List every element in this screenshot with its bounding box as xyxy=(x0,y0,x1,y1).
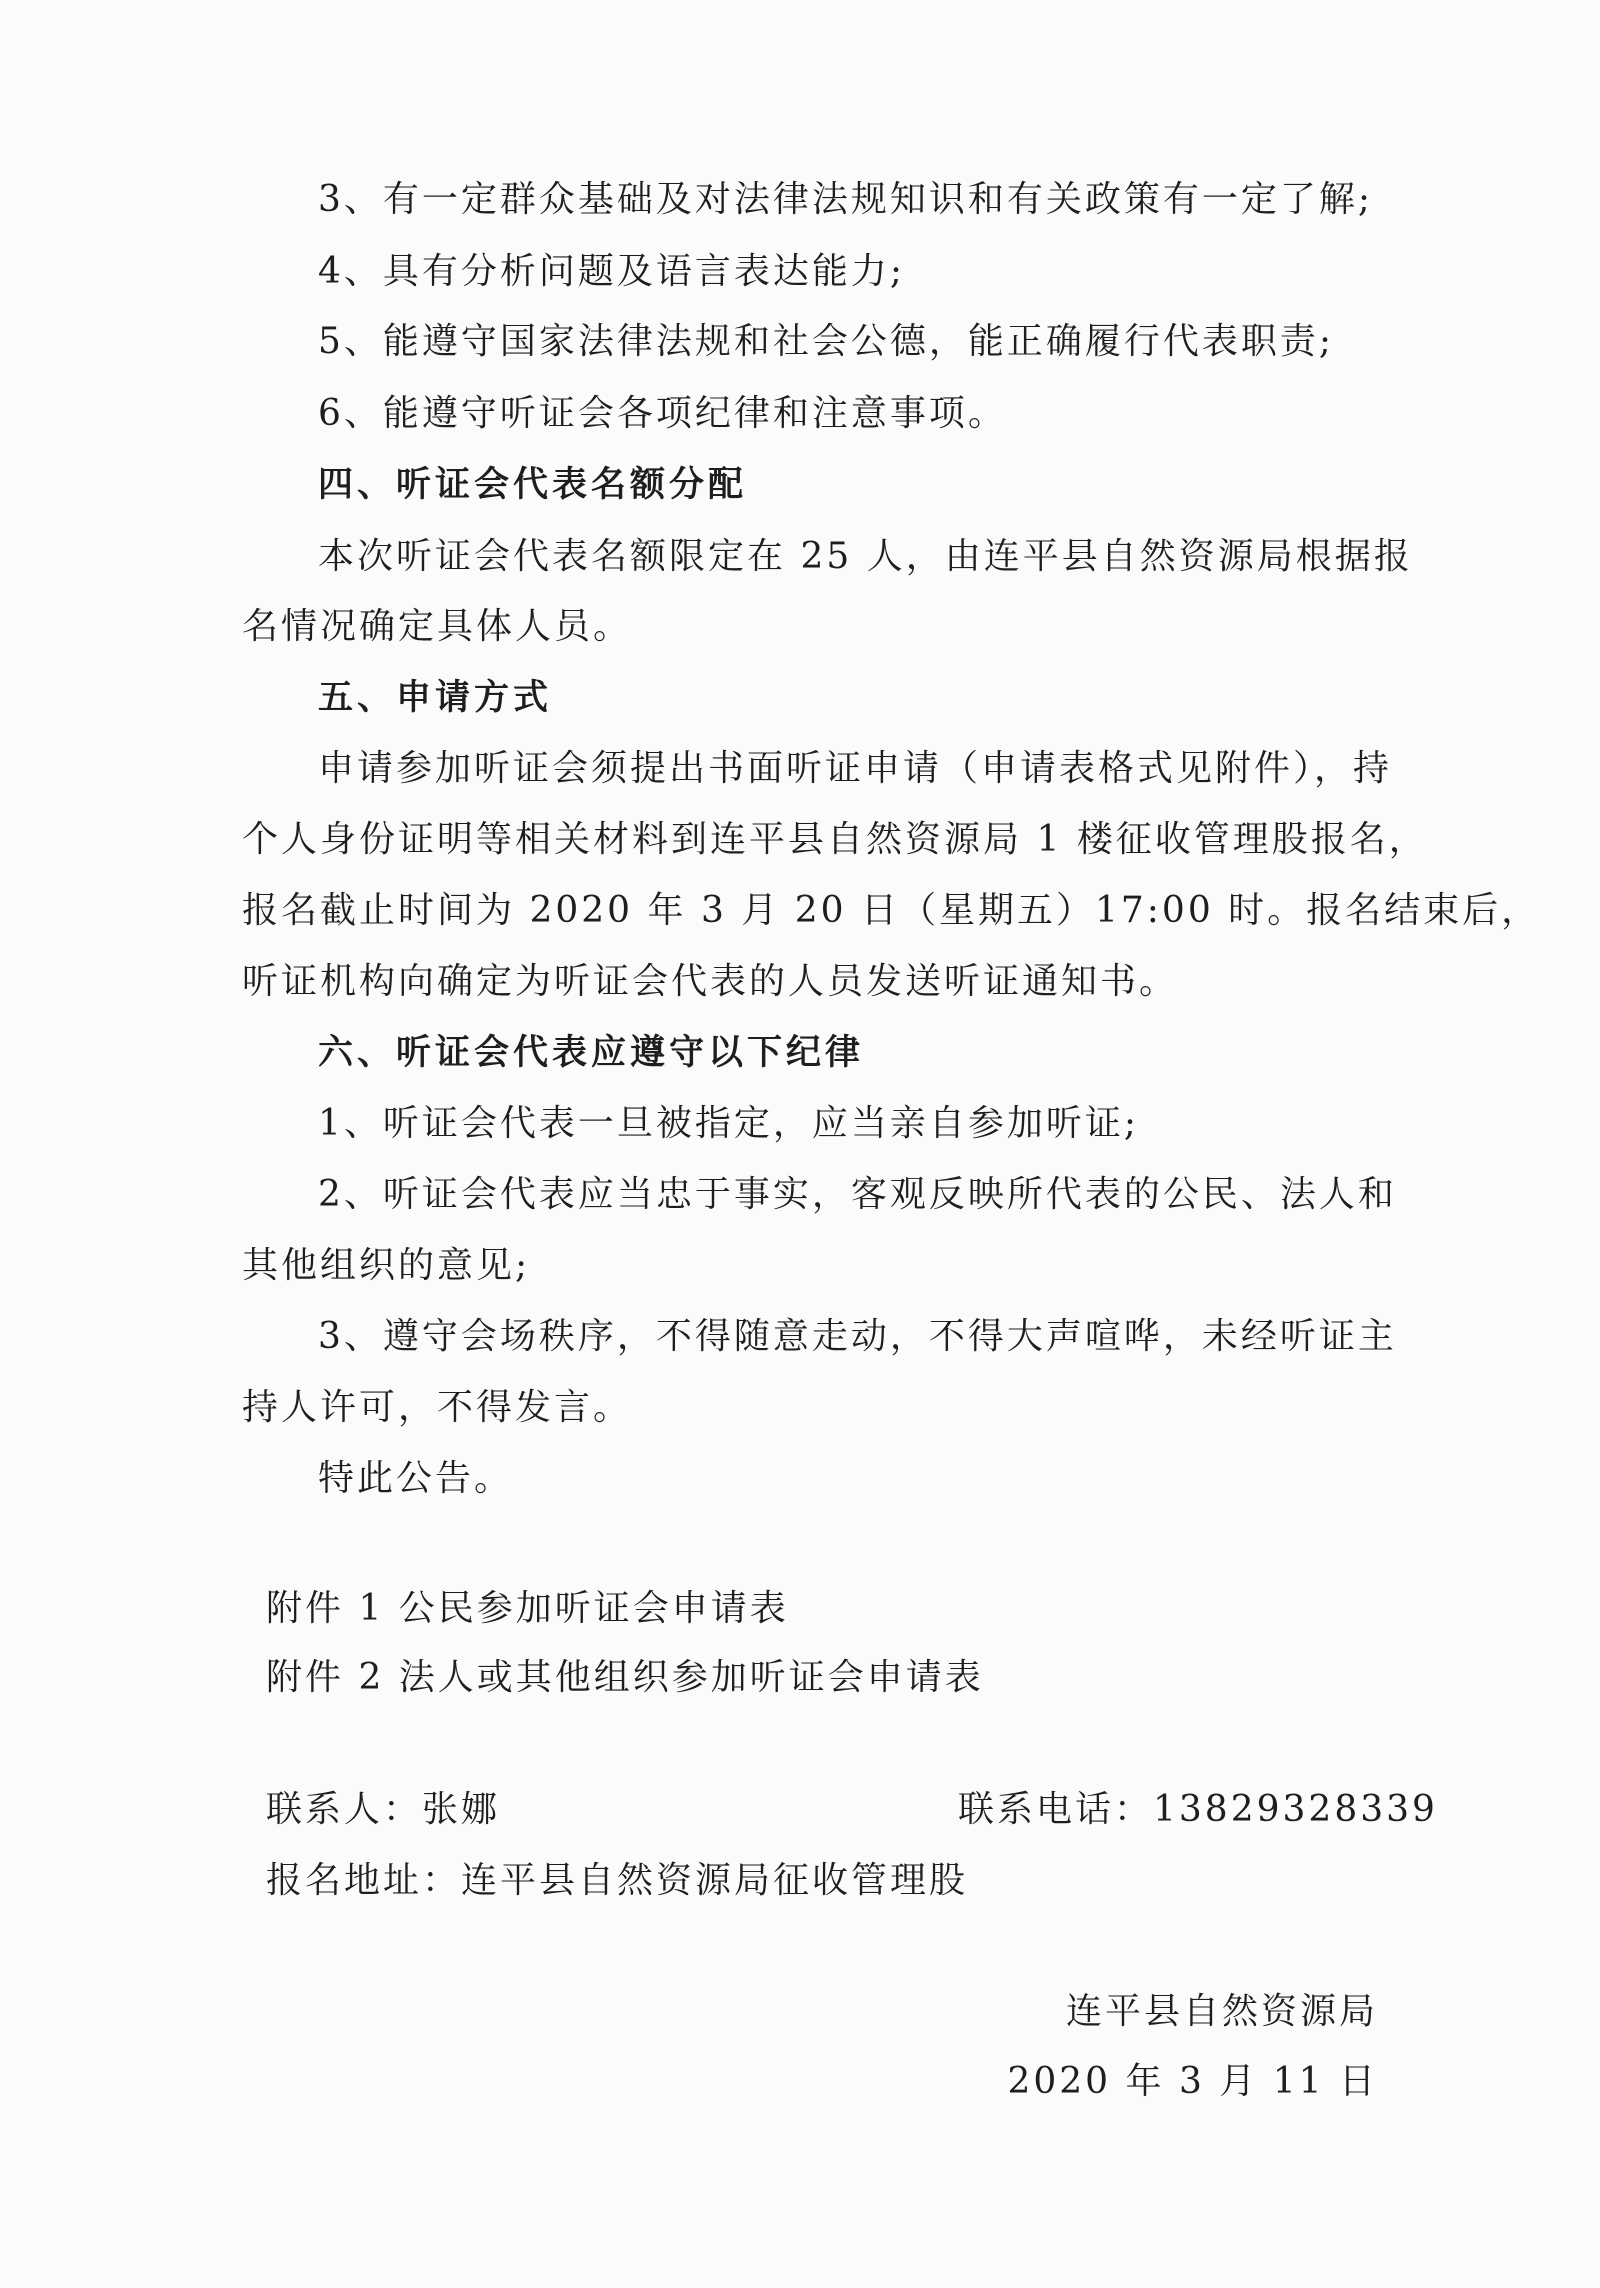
registration-address: 报名地址：连平县自然资源局征收管理股 xyxy=(266,1860,969,1901)
contact-row xyxy=(266,1786,1438,1834)
requirement-item-5: 5、能遵守国家法律法规和社会公德，能正确履行代表职责; xyxy=(318,321,1335,362)
attachment-2: 附件 2 法人或其他组织参加听证会申请表 xyxy=(266,1657,984,1698)
rule-item-3-line-1: 3、遵守会场秩序，不得随意走动，不得大声喧哗，未经听证主 xyxy=(318,1316,1397,1357)
section-heading-4: 四、听证会代表名额分配 xyxy=(318,465,748,505)
issue-date: 2020 年 3 月 11 日 xyxy=(1007,2061,1378,2102)
closing-statement: 特此公告。 xyxy=(318,1458,514,1499)
rule-item-3-line-2: 持人许可，不得发言。 xyxy=(242,1387,633,1428)
rule-item-1: 1、听证会代表一旦被指定，应当亲自参加听证; xyxy=(318,1103,1140,1144)
requirement-item-4: 4、具有分析问题及语言表达能力; xyxy=(318,251,906,292)
requirement-item-6: 6、能遵守听证会各项纪律和注意事项。 xyxy=(318,393,1007,434)
paragraph-apply-line-1: 申请参加听证会须提出书面听证申请（申请表格式见附件），持 xyxy=(318,748,1393,789)
paragraph-quota-line-2: 名情况确定具体人员。 xyxy=(242,606,633,647)
section-heading-5: 五、申请方式 xyxy=(318,678,553,718)
paragraph-apply-line-2: 个人身份证明等相关材料到连平县自然资源局 1 楼征收管理股报名， xyxy=(242,819,1428,860)
attachment-1: 附件 1 公民参加听证会申请表 xyxy=(266,1588,789,1629)
contact-person: 联系人：张娜 xyxy=(266,1789,501,1830)
section-heading-6: 六、听证会代表应遵守以下纪律 xyxy=(318,1033,865,1073)
rule-item-2-line-2: 其他组织的意见; xyxy=(242,1245,531,1286)
paragraph-apply-line-4: 听证机构向确定为听证会代表的人员发送听证通知书。 xyxy=(242,961,1179,1002)
paragraph-quota-line-1: 本次听证会代表名额限定在 25 人，由连平县自然资源局根据报 xyxy=(318,536,1413,577)
requirement-item-3: 3、有一定群众基础及对法律法规知识和有关政策有一定了解; xyxy=(318,179,1374,220)
paragraph-apply-line-3: 报名截止时间为 2020 年 3 月 20 日（星期五）17:00 时。报名结束后， xyxy=(242,890,1541,931)
contact-phone: 联系电话：13829328339 xyxy=(958,1789,1438,1830)
issuing-organization: 连平县自然资源局 xyxy=(1065,1991,1378,2032)
rule-item-2-line-1: 2、听证会代表应当忠于事实，客观反映所代表的公民、法人和 xyxy=(318,1174,1397,1215)
